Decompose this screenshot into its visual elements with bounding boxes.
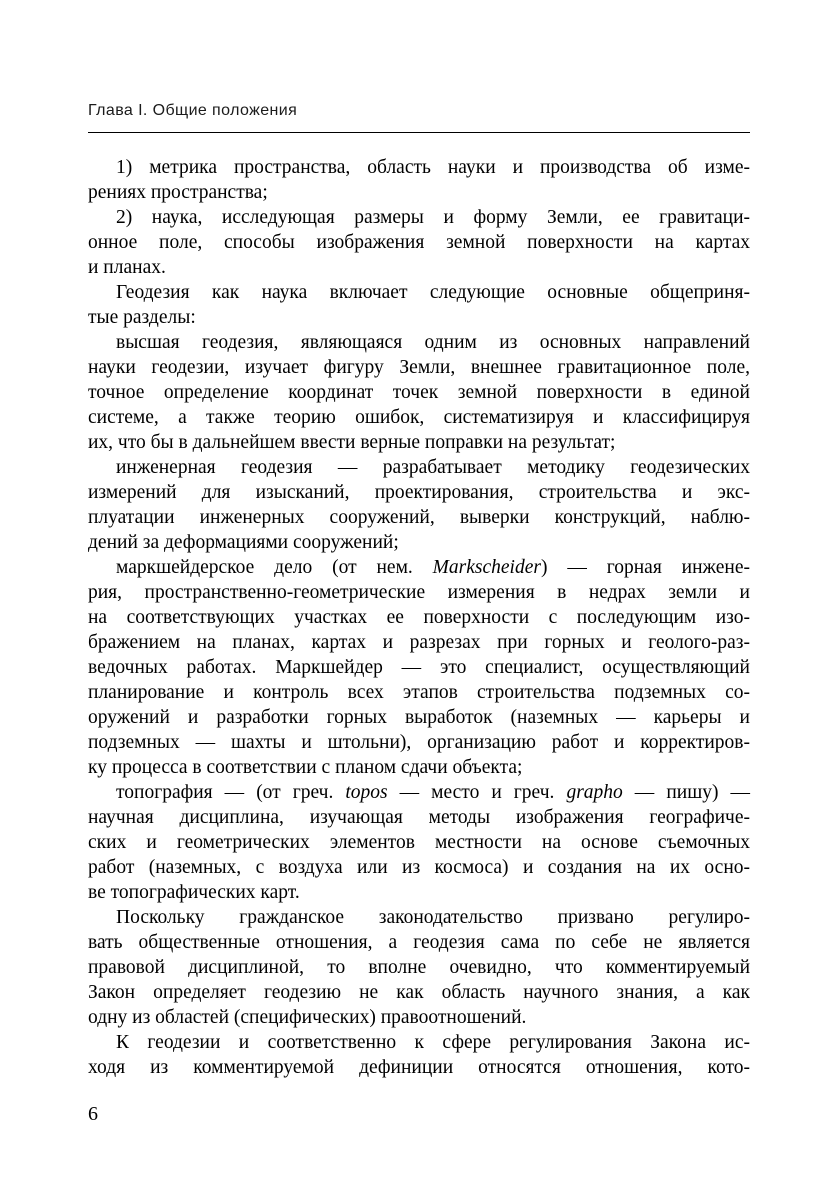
text-line: ку процесса в соответствии с планом сдачи объекта; bbox=[88, 757, 523, 778]
paragraph bbox=[88, 330, 750, 455]
text-line: одну из областей (специфических) правоотношений. bbox=[88, 1007, 527, 1028]
text-line: подземных — шахты и штольни), организацию работ и корректиров- bbox=[88, 732, 750, 753]
italic-term: grapho bbox=[566, 782, 623, 803]
text-line: точное определение координат точек земной поверхности в единой bbox=[88, 382, 750, 403]
text-line: дений за деформациями сооружений; bbox=[88, 532, 399, 553]
paragraph bbox=[88, 205, 750, 280]
text-line: ских и геометрических элементов местности на основе съемочных bbox=[88, 832, 750, 853]
body-text bbox=[88, 155, 750, 1080]
paragraph bbox=[88, 780, 750, 905]
text-line: рениях пространства; bbox=[88, 182, 268, 203]
text-line: оружений и разработки горных выработок (наземных — карьеры и bbox=[88, 707, 750, 728]
paragraph bbox=[88, 280, 750, 330]
text-line: планирование и контроль всех этапов строительства подземных со- bbox=[88, 682, 750, 703]
text-line: их, что бы в дальнейшем ввести верные поправки на результат; bbox=[88, 432, 616, 453]
italic-term: Markscheider bbox=[432, 557, 541, 578]
text-line: рия, пространственно-геометрические измерения в недрах земли и bbox=[88, 582, 750, 603]
text-line: вать общественные отношения, а геодезия сама по себе не является bbox=[88, 932, 750, 953]
text-line: ве топографических карт. bbox=[88, 882, 300, 903]
text-line: бражением на планах, картах и разрезах при горных и геолого-раз- bbox=[88, 632, 750, 653]
text-line: топография — (от греч. topos — место и греч. grapho — пишу) — bbox=[116, 782, 750, 803]
paragraph bbox=[88, 905, 750, 1030]
text-line: 2) наука, исследующая размеры и форму Земли, ее гравитаци- bbox=[116, 207, 750, 228]
text-line: высшая геодезия, являющаяся одним из основных направлений bbox=[116, 332, 750, 353]
text-line: научная дисциплина, изучающая методы изображения географиче- bbox=[88, 807, 750, 828]
text-line: 1) метрика пространства, область науки и производства об изме- bbox=[116, 157, 750, 178]
text-line: маркшейдерское дело (от нем. Markscheider) — горная инжене- bbox=[116, 557, 750, 578]
text-line: ведочных работах. Маркшейдер — это специалист, осуществляющий bbox=[88, 657, 750, 678]
text-line: науки геодезии, изучает фигуру Земли, внешнее гравитационное поле, bbox=[88, 357, 750, 378]
text-line: правовой дисциплиной, то вполне очевидно, что комментируемый bbox=[88, 957, 750, 978]
text-line: Поскольку гражданское законодательство призвано регулиро- bbox=[116, 907, 750, 928]
text-line: онное поле, способы изображения земной поверхности на картах bbox=[88, 232, 750, 253]
text-line: измерений для изысканий, проектирования, строительства и экс- bbox=[88, 482, 750, 503]
text-line: на соответствующих участках ее поверхности с последующим изо- bbox=[88, 607, 750, 628]
text-line: инженерная геодезия — разрабатывает методику геодезических bbox=[116, 457, 750, 478]
text-line: К геодезии и соответственно к сфере регулирования Закона ис- bbox=[116, 1032, 750, 1053]
text-line: и планах. bbox=[88, 257, 166, 278]
paragraph bbox=[88, 155, 750, 205]
text-line: тые разделы: bbox=[88, 307, 196, 328]
paragraph bbox=[88, 555, 750, 780]
text-line: Геодезия как наука включает следующие основные общеприня- bbox=[116, 282, 750, 303]
text-line: Закон определяет геодезию не как область научного знания, а как bbox=[88, 982, 750, 1003]
text-line: работ (наземных, с воздуха или из космоса) и создания на их осно- bbox=[88, 857, 750, 878]
header-rule bbox=[88, 132, 750, 133]
paragraph bbox=[88, 455, 750, 555]
text-line: ходя из комментируемой дефиниции относятся отношения, кото- bbox=[88, 1057, 750, 1078]
page-number: 6 bbox=[88, 1103, 98, 1125]
paragraph bbox=[88, 1030, 750, 1080]
running-header: Глава I. Общие положения bbox=[88, 102, 298, 119]
text-line: плуатации инженерных сооружений, выверки конструкций, наблю- bbox=[88, 507, 750, 528]
text-line: системе, а также теорию ошибок, систематизируя и классифицируя bbox=[88, 407, 750, 428]
italic-term: topos bbox=[345, 782, 388, 803]
